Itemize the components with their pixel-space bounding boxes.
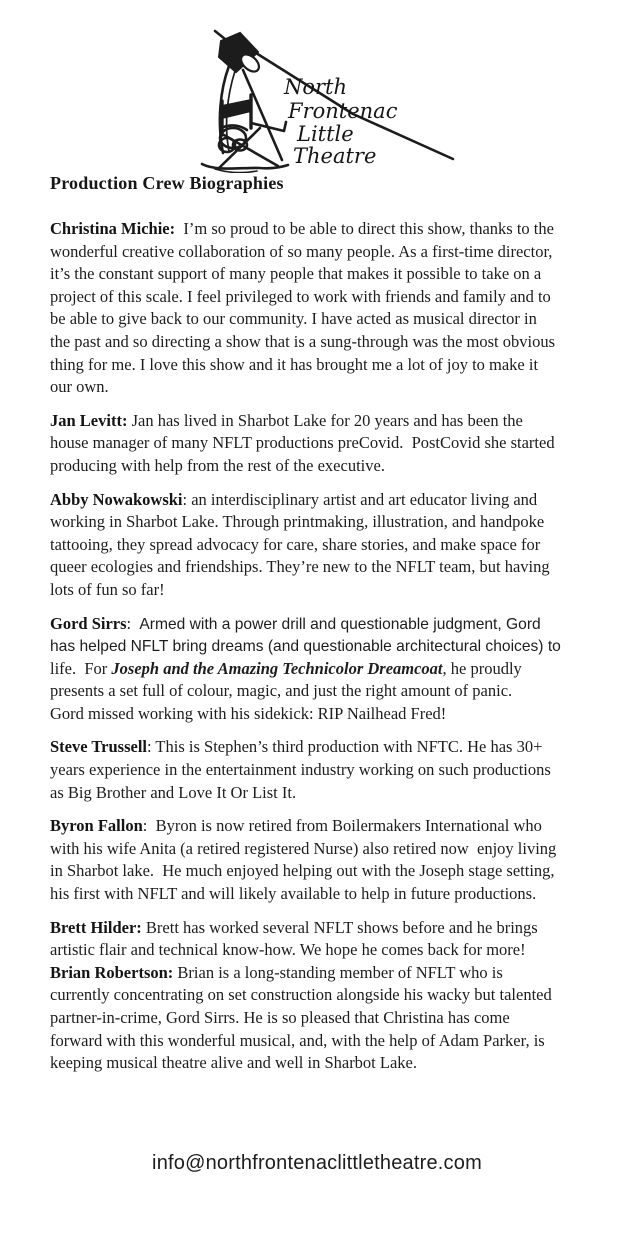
bio-text-segment: Brett has worked several NFLT shows before and he brings bbox=[141, 917, 538, 937]
bio-text-line bbox=[50, 736, 630, 759]
bio-text-line bbox=[50, 1007, 630, 1030]
bio-person-name: Brett Hilder: bbox=[50, 917, 142, 937]
bio-text-line bbox=[50, 782, 630, 805]
bio-text-line bbox=[50, 658, 630, 681]
bio-text-segment: has helped NFLT bring dreams (and questionable architectural choices) to bbox=[50, 638, 561, 656]
bio-paragraphs bbox=[50, 218, 630, 1086]
bio-text-segment: in Sharbot lake. He much enjoyed helping out with the Joseph stage setting, bbox=[50, 861, 555, 881]
bio-text-segment: project of this scale. I feel privileged to work with friends and family and to bbox=[50, 286, 551, 306]
bio-person-name: Byron Fallon bbox=[50, 816, 143, 836]
bio-text-line bbox=[50, 1052, 630, 1075]
bio-text-segment: wonderful creative collaboration of so many people. As a first-time director, bbox=[50, 241, 553, 261]
bio-text-line bbox=[50, 635, 630, 658]
bio-text-line bbox=[50, 939, 630, 962]
bio-text-segment: : an interdisciplinary artist and art educator living and bbox=[182, 489, 538, 509]
bio-text-segment: artistic flair and technical know-how. We hope he comes back for more! bbox=[50, 940, 526, 960]
logo-word-north: North bbox=[284, 75, 348, 99]
bio-text-line bbox=[50, 286, 630, 309]
bio-text-segment: lots of fun so far! bbox=[50, 579, 165, 599]
bio-text-segment: , he proudly bbox=[442, 658, 522, 678]
bio-text-line bbox=[50, 680, 630, 703]
bio-text-segment: Armed with a power drill and questionable judgment, Gord bbox=[139, 615, 541, 633]
page-title: Production Crew Biographies bbox=[50, 173, 284, 193]
bio-text-line bbox=[50, 308, 630, 331]
bio-paragraph-steve-trussell bbox=[50, 736, 630, 804]
logo-word-theatre: Theatre bbox=[293, 144, 377, 168]
bio-person-name: Abby Nowakowski bbox=[50, 489, 183, 509]
bio-text-line bbox=[50, 883, 630, 906]
bio-text-line bbox=[50, 815, 630, 838]
bio-person-name: Gord Sirrs bbox=[50, 613, 127, 633]
bio-text-line bbox=[50, 354, 630, 377]
bio-text-segment: currently concentrating on set construction alongside his wacky but talented bbox=[50, 985, 552, 1005]
bio-text-segment: as Big Brother and Love It Or List It. bbox=[50, 782, 297, 802]
bio-text-segment: with his wife Anita (a retired registered Nurse) also retired now enjoy living bbox=[50, 838, 557, 858]
bio-paragraph-abby-nowakowski bbox=[50, 489, 630, 602]
bio-text-line bbox=[50, 511, 630, 534]
logo-word-frontenac: Frontenac bbox=[288, 99, 398, 123]
bio-text-segment: be able to give back to our community. I have acted as musical director in bbox=[50, 309, 537, 329]
bio-text-line bbox=[50, 455, 630, 478]
spotlight-directors-chair-illustration bbox=[185, 28, 465, 173]
bio-text-line bbox=[50, 838, 630, 861]
bio-text-segment: life. For bbox=[50, 658, 112, 678]
bio-text-segment: Gord missed working with his sidekick: RIP Nailhead Fred! bbox=[50, 703, 447, 723]
bio-text-segment: : This is Stephen’s third production with NFTC. He has 30+ bbox=[147, 737, 543, 757]
bio-paragraph-jan-levitt bbox=[50, 410, 630, 478]
bio-text-segment: : bbox=[126, 613, 140, 633]
chair-back-panel bbox=[222, 99, 251, 119]
bio-text-line bbox=[50, 218, 630, 241]
logo-word-little: Little bbox=[297, 122, 354, 146]
bio-text-segment: producing with help from the rest of the executive. bbox=[50, 455, 385, 475]
bio-text-line bbox=[50, 556, 630, 579]
bio-person-name: Jan Levitt: bbox=[50, 410, 128, 430]
bio-text-segment: Joseph and the Amazing Technicolor Dreamcoat bbox=[111, 658, 443, 678]
bio-text-segment: thing for me. I love this show and it has brought me a lot of joy to make it bbox=[50, 354, 539, 374]
bio-person-name: Brian Robertson: bbox=[50, 962, 174, 982]
bio-text-line bbox=[50, 489, 630, 512]
bio-text-segment: presents a set full of colour, magic, and just the right amount of panic. bbox=[50, 681, 513, 701]
bio-text-segment: Brian is a long-standing member of NFLT who is bbox=[173, 962, 503, 982]
bio-paragraph-gord-sirrs bbox=[50, 613, 630, 726]
beam-lower-line bbox=[243, 70, 282, 160]
bio-text-line bbox=[50, 534, 630, 557]
bio-text-line bbox=[50, 376, 630, 399]
bio-text-segment: years experience in the entertainment industry working on such productions bbox=[50, 760, 551, 780]
bio-text-segment: house manager of many NFLT productions preCovid. PostCovid she started bbox=[50, 433, 555, 453]
bio-text-line bbox=[50, 263, 630, 286]
theatre-logo bbox=[185, 28, 465, 173]
bio-text-segment: forward with this wonderful musical, and, with the help of Adam Parker, is bbox=[50, 1030, 545, 1050]
bio-person-name: Christina Michie: bbox=[50, 219, 176, 238]
bio-text-line bbox=[50, 860, 630, 883]
bio-text-segment: our own. bbox=[50, 377, 109, 397]
bio-text-line bbox=[50, 432, 630, 455]
bio-text-line bbox=[50, 984, 630, 1007]
bio-text-line bbox=[50, 410, 630, 433]
bio-person-name: Steve Trussell bbox=[50, 737, 148, 757]
bio-text-segment: queer ecologies and friendships. They’re new to the NFLT team, but having bbox=[50, 557, 550, 577]
bio-paragraph-christina-michie bbox=[50, 218, 630, 399]
bio-text-segment: keeping musical theatre alive and well in Sharbot Lake. bbox=[50, 1053, 417, 1073]
bio-text-line bbox=[50, 962, 630, 985]
bio-text-segment: partner-in-crime, Gord Sirrs. He is so pleased that Christina has come bbox=[50, 1008, 510, 1027]
bio-text-segment: : Byron is now retired from Boilermakers International who bbox=[142, 816, 542, 836]
bio-text-line bbox=[50, 331, 630, 354]
bio-text-segment: Jan has lived in Sharbot Lake for 20 years and has been the bbox=[127, 410, 523, 430]
bio-text-segment: I’m so proud to be able to direct this show, thanks to the bbox=[175, 219, 554, 238]
bio-paragraph-brett-hilder-brian-robertson bbox=[50, 917, 630, 1075]
bio-text-line bbox=[50, 241, 630, 264]
bio-text-line bbox=[50, 703, 630, 726]
bio-text-segment: it’s the constant support of many people that makes it possible to take on a bbox=[50, 264, 542, 284]
bio-paragraph-byron-fallon bbox=[50, 815, 630, 905]
bio-text-line bbox=[50, 1030, 630, 1053]
spotlight-handle bbox=[215, 31, 225, 39]
bio-text-line bbox=[50, 579, 630, 602]
bio-text-segment: the past and so directing a show that is a sung-through was the most obvious bbox=[50, 331, 556, 351]
bio-text-segment: tattooing, they spread advocacy for care, share stories, and make space for bbox=[50, 534, 541, 554]
bio-text-segment: working in Sharbot Lake. Through printmaking, illustration, and handpoke bbox=[50, 512, 545, 532]
contact-email: info@northfrontenaclittletheatre.com bbox=[152, 1152, 482, 1174]
bio-text-segment: his first with NFLT and will likely available to help in future productions. bbox=[50, 884, 537, 904]
bio-text-line bbox=[50, 613, 630, 636]
bio-text-line bbox=[50, 917, 630, 940]
bio-text-line bbox=[50, 759, 630, 782]
